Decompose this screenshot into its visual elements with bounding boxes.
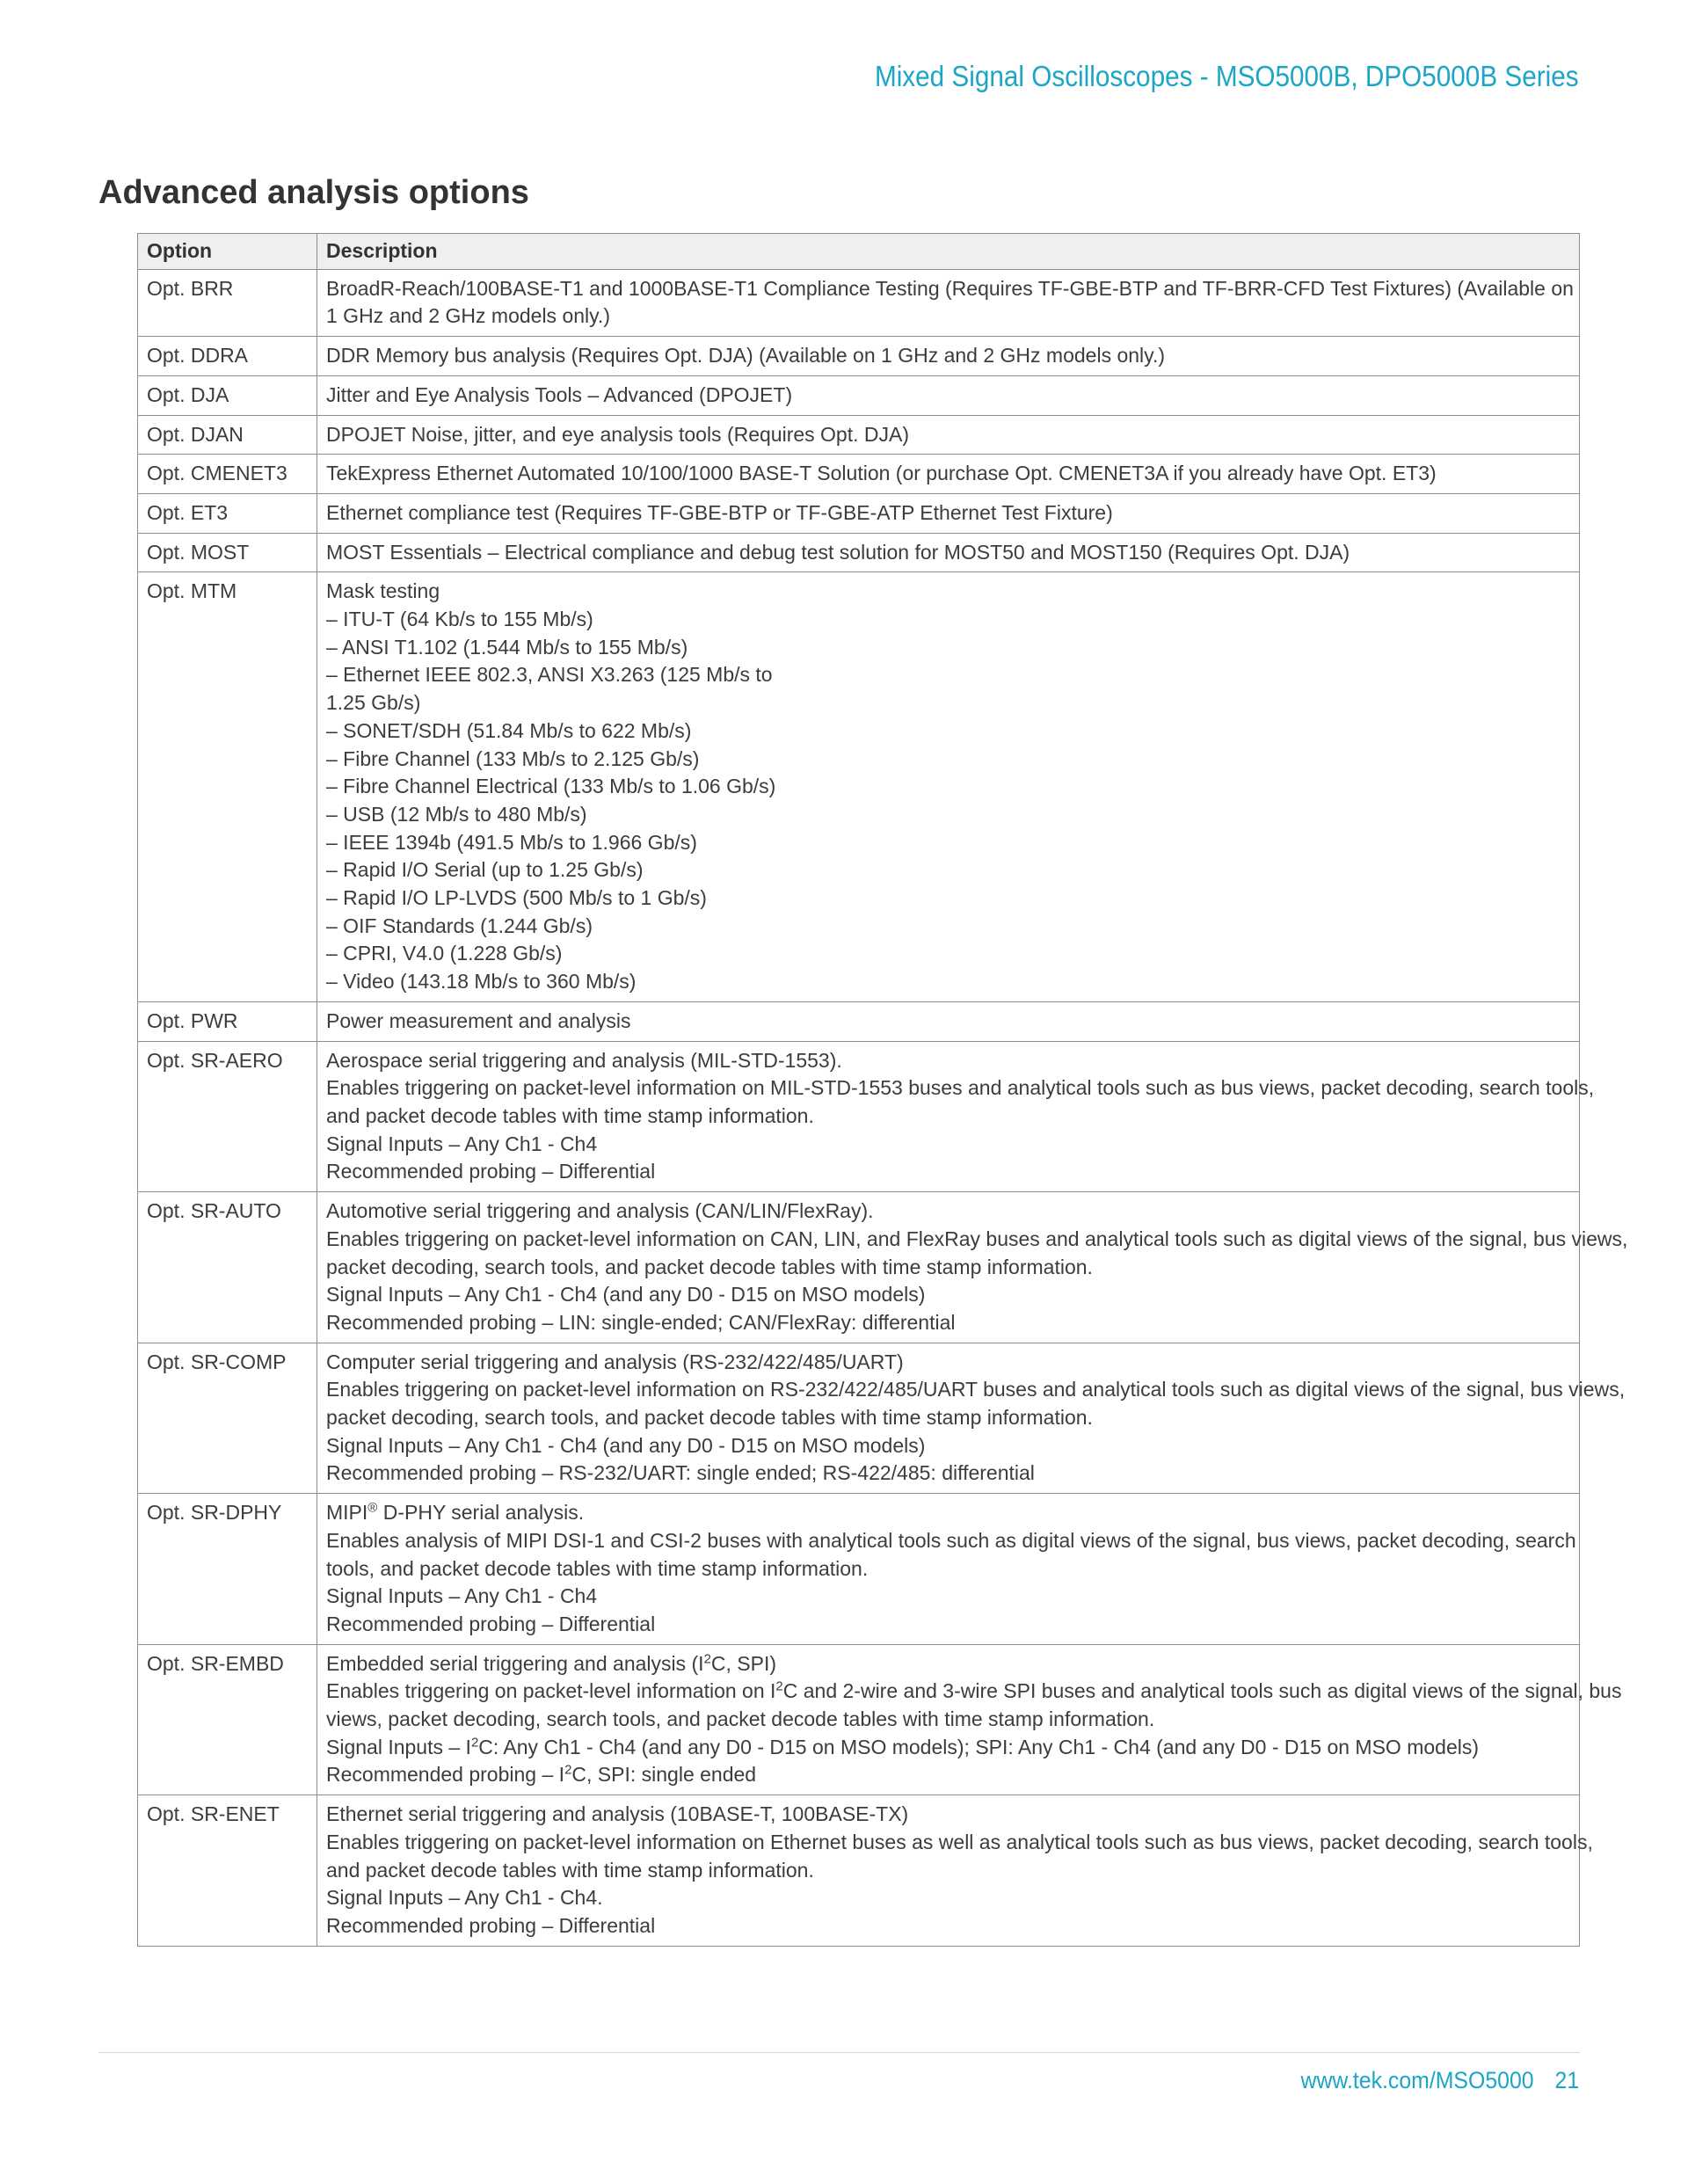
description-line: Enables triggering on packet-level information on MIL-STD-1553 buses and analytical tools such as bus views, packet decoding, search tools, (326, 1076, 1595, 1100)
description-line: Signal Inputs – Any Ch1 - Ch4 (and any D0 - D15 on MSO models) (326, 1283, 926, 1307)
description-line: Signal Inputs – $I^2C$: Any Ch1 - Ch4 (and any D0 - D15 on MSO models); SPI: Any Ch1 - Ch4 (and any D0 - D15 on MSO models) (326, 1735, 1480, 1758)
description-line: Mask testing (326, 579, 440, 603)
description-line: – CPRI, V4.0 (1.228 Gb/s) (326, 942, 563, 965)
description-line: Computer serial triggering and analysis (RS-232/422/485/UART) (326, 1350, 904, 1373)
description-line: – Fibre Channel Electrical (133 Mb/s to 1.06 Gb/s) (326, 775, 776, 798)
table-row (138, 269, 1580, 336)
description-cell (317, 337, 1580, 376)
description-line: Recommended probing – $I^2C$, SPI: single ended (326, 1762, 757, 1787)
option-cell: Opt. DJA (138, 375, 317, 415)
description-line: Enables triggering on packet-level information on $I^2C$ and 2-wire and 3-wire SPI buses and analytical tools such as digital views of the signal, bus (326, 1678, 1622, 1703)
description-line: Power measurement and analysis (326, 1008, 631, 1032)
description-line: – Video (143.18 Mb/s to 360 Mb/s) (326, 970, 637, 994)
description-line: Recommended probing – Differential (326, 1612, 656, 1635)
running-header: Mixed Signal Oscilloscopes - MSO5000B, DPO5000B Series (875, 60, 1579, 92)
description-line: – USB (12 Mb/s to 480 Mb/s) (326, 802, 587, 826)
description-line: Recommended probing – RS-232/UART: single ended; RS-422/485: differential (326, 1461, 1035, 1485)
table-row (138, 533, 1580, 572)
option-cell: Opt. PWR (138, 1001, 317, 1041)
description-line: Enables analysis of MIPI DSI-1 and CSI-2 buses with analytical tools such as digital views of the signal, bus views, packet decoding, search (326, 1528, 1576, 1552)
table-row (138, 1343, 1580, 1494)
description-line: Automotive serial triggering and analysis (CAN/LIN/FlexRay). (326, 1199, 874, 1223)
table-row (138, 337, 1580, 376)
description-line: Jitter and Eye Analysis Tools – Advanced (DPOJET) (326, 382, 793, 406)
description-cell (317, 269, 1580, 336)
description-cell (317, 1192, 1628, 1343)
description-line: and packet decode tables with time stamp information. (326, 1858, 814, 1882)
footer-divider (98, 2052, 1580, 2053)
description-line: – OIF Standards (1.244 Gb/s) (326, 914, 593, 937)
description-cell (317, 1795, 1593, 1947)
description-line: Signal Inputs – Any Ch1 - Ch4. (326, 1886, 603, 1910)
table-row (138, 1644, 1580, 1795)
description-line: Ethernet compliance test (Requires TF-GBE-BTP or TF-GBE-ATP Ethernet Test Fixture) (326, 500, 1113, 524)
description-line: packet decoding, search tools, and packet decode tables with time stamp information. (326, 1255, 1093, 1278)
description-line: MIPI® D-PHY serial analysis. (326, 1500, 585, 1525)
description-line: Signal Inputs – Any Ch1 - Ch4 (326, 1584, 598, 1608)
description-line: – ANSI T1.102 (1.544 Mb/s to 155 Mb/s) (326, 635, 688, 659)
description-line: Recommended probing – Differential (326, 1913, 656, 1937)
description-line: Signal Inputs – Any Ch1 - Ch4 (and any D0 - D15 on MSO models) (326, 1433, 926, 1457)
description-line: Signal Inputs – Any Ch1 - Ch4 (326, 1132, 598, 1155)
page-number: 21 (1554, 2067, 1579, 2093)
option-cell: Opt. SR-ENET (138, 1795, 317, 1947)
description-cell (317, 415, 1580, 455)
option-cell: Opt. DJAN (138, 415, 317, 455)
option-cell: Opt. CMENET3 (138, 455, 317, 494)
description-line: Enables triggering on packet-level information on CAN, LIN, and FlexRay buses and analytical tools such as digital views of the signal, bus views, (326, 1227, 1628, 1250)
table-header-row (138, 234, 1580, 270)
options-table (137, 233, 1628, 1947)
description-line: – ITU-T (64 Kb/s to 155 Mb/s) (326, 608, 593, 631)
option-cell: Opt. SR-AERO (138, 1041, 317, 1192)
table-row (138, 1795, 1580, 1947)
description-line: views, packet decoding, search tools, and packet decode tables with time stamp information. (326, 1707, 1155, 1731)
description-line: Ethernet serial triggering and analysis (10BASE-T, 100BASE-TX) (326, 1802, 909, 1826)
description-line: BroadR-Reach/100BASE-T1 and 1000BASE-T1 Compliance Testing (Requires TF-GBE-BTP and TF-BRR-CFD Test Fixtures) (Available on (326, 276, 1574, 300)
table-row (138, 415, 1580, 455)
table-row (138, 1192, 1580, 1343)
description-cell (317, 1494, 1580, 1645)
table-row (138, 1494, 1580, 1645)
description-cell (317, 533, 1580, 572)
description-line: – SONET/SDH (51.84 Mb/s to 622 Mb/s) (326, 718, 692, 742)
table-row (138, 455, 1580, 494)
description-line: – Rapid I/O LP-LVDS (500 Mb/s to 1 Gb/s) (326, 886, 707, 910)
options-table-body (138, 269, 1628, 1946)
option-cell: Opt. SR-AUTO (138, 1192, 317, 1343)
table-row (138, 1001, 1580, 1041)
table-row (138, 572, 1580, 1002)
option-cell: Opt. MOST (138, 533, 317, 572)
description-line: Aerospace serial triggering and analysis (MIL-STD-1553). (326, 1048, 842, 1072)
description-line: DDR Memory bus analysis (Requires Opt. DJA) (Available on 1 GHz and 2 GHz models only.) (326, 344, 1165, 368)
description-line: – Fibre Channel (133 Mb/s to 2.125 Gb/s) (326, 746, 700, 770)
column-header-option: Option (138, 234, 317, 270)
description-line: and packet decode tables with time stamp information. (326, 1103, 814, 1127)
description-cell (317, 1001, 1580, 1041)
table-row (138, 1041, 1580, 1192)
description-line: Enables triggering on packet-level information on RS-232/422/485/UART buses and analytical tools such as digital views of the signal, bus views, (326, 1378, 1626, 1401)
option-cell: Opt. BRR (138, 269, 317, 336)
description-line: tools, and packet decode tables with time stamp information. (326, 1556, 869, 1580)
description-cell (317, 572, 1580, 1002)
column-header-description: Description (317, 234, 1580, 270)
option-cell: Opt. ET3 (138, 493, 317, 533)
option-cell: Opt. DDRA (138, 337, 317, 376)
section-title: Advanced analysis options (98, 174, 529, 211)
option-cell: Opt. MTM (138, 572, 317, 1002)
description-line: Enables triggering on packet-level information on Ethernet buses as well as analytical tools such as bus views, packet decoding, search tools, (326, 1830, 1593, 1853)
table-row (138, 375, 1580, 415)
option-cell: Opt. SR-COMP (138, 1343, 317, 1494)
description-cell (317, 455, 1580, 494)
description-line: Recommended probing – Differential (326, 1160, 656, 1183)
description-line: DPOJET Noise, jitter, and eye analysis tools (Requires Opt. DJA) (326, 422, 910, 446)
description-line: – IEEE 1394b (491.5 Mb/s to 1.966 Gb/s) (326, 830, 697, 854)
description-line: TekExpress Ethernet Automated 10/100/1000 BASE-T Solution (or purchase Opt. CMENET3A if you already have Opt. ET3) (326, 462, 1437, 485)
description-line: 1 GHz and 2 GHz models only.) (326, 304, 610, 328)
page-footer (1300, 2067, 1579, 2094)
option-cell: Opt. SR-EMBD (138, 1644, 317, 1795)
description-line: Embedded serial triggering and analysis ($I^2C$, SPI) (326, 1650, 777, 1675)
description-line: 1.25 Gb/s) (326, 691, 421, 715)
description-line: – Rapid I/O Serial (up to 1.25 Gb/s) (326, 858, 644, 882)
description-cell (317, 375, 1580, 415)
option-cell: Opt. SR-DPHY (138, 1494, 317, 1645)
description-cell (317, 1644, 1622, 1795)
description-cell (317, 1343, 1626, 1494)
description-line: packet decoding, search tools, and packet decode tables with time stamp information. (326, 1406, 1093, 1430)
footer-url: www.tek.com/MSO5000 (1300, 2067, 1534, 2093)
description-line: Recommended probing – LIN: single-ended; CAN/FlexRay: differential (326, 1310, 956, 1334)
description-cell (317, 1041, 1595, 1192)
description-line: MOST Essentials – Electrical compliance and debug test solution for MOST50 and MOST150 (Requires Opt. DJA) (326, 540, 1350, 564)
description-line: – Ethernet IEEE 802.3, ANSI X3.263 (125 Mb/s to (326, 663, 773, 687)
description-cell (317, 493, 1580, 533)
table-row (138, 493, 1580, 533)
